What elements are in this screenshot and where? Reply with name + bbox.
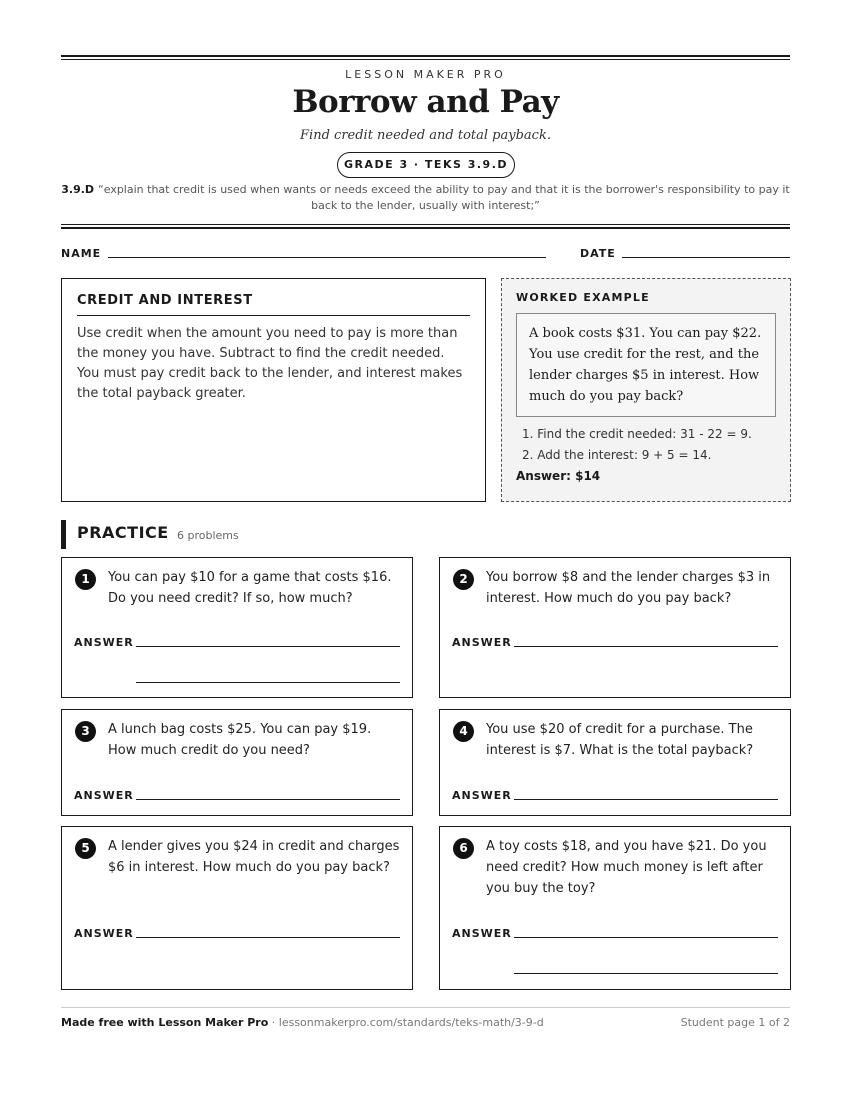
- answer-line[interactable]: [136, 799, 400, 800]
- answer-line[interactable]: [514, 799, 778, 800]
- footer-rule: [61, 1007, 790, 1008]
- date-field[interactable]: [622, 257, 790, 258]
- standard-text: “explain that credit is used when wants or needs exceed the ability to pay and that it is the borrower's responsibility to pay it back to the lender, usually with interest;”: [98, 183, 790, 212]
- problem-number: 6: [453, 838, 474, 859]
- page-title: Borrow and Pay: [292, 84, 559, 120]
- problem-question: You use $20 of credit for a purchase. The interest is $7. What is the total payback?: [486, 722, 754, 758]
- worked-example-step: 1. Find the credit needed: 31 - 22 = 9.: [522, 427, 752, 441]
- problem-card: [439, 709, 791, 816]
- header-rule-top: [61, 55, 790, 57]
- credit-interest-panel: [61, 278, 486, 502]
- credit-interest-body: Use credit when the amount you need to pay is more than the money you have. Subtract to find the credit needed. You must pay credit back to the lender, and interest makes the total payback greater.: [77, 326, 463, 401]
- header-rule-bottom-thin: [61, 224, 790, 225]
- credit-interest-heading: CREDIT AND INTEREST: [77, 293, 470, 316]
- problem-number: 3: [75, 721, 96, 742]
- standard-code: 3.9.D: [61, 183, 95, 196]
- problem-question: A toy costs $18, and you have $21. Do you need credit? How much money is left after you buy the toy?: [486, 839, 767, 896]
- name-label: NAME: [61, 247, 102, 260]
- problem-card: [61, 826, 413, 990]
- answer-label: ANSWER: [74, 927, 134, 940]
- practice-heading: PRACTICE: [77, 523, 169, 542]
- answer-line[interactable]: [136, 646, 400, 647]
- page-subtitle: Find credit needed and total payback.: [300, 128, 551, 143]
- answer-line[interactable]: [136, 937, 400, 938]
- problem-question: You borrow $8 and the lender charges $3 in interest. How much do you pay back?: [486, 570, 771, 606]
- header-rule-top-thin: [61, 59, 790, 60]
- answer-label: ANSWER: [74, 636, 134, 649]
- footer-page-label: Student page 1 of 2: [680, 1016, 790, 1029]
- answer-label: ANSWER: [452, 927, 512, 940]
- footer-made-with: Made free with Lesson Maker Pro: [61, 1016, 269, 1029]
- problem-question: A lender gives you $24 in credit and charges $6 in interest. How much do you pay back?: [108, 839, 400, 875]
- brand-label: LESSON MAKER PRO: [345, 68, 506, 81]
- answer-label: ANSWER: [452, 636, 512, 649]
- problem-number: 5: [75, 838, 96, 859]
- worked-example-panel: [501, 278, 791, 502]
- header-rule-bottom: [61, 227, 790, 229]
- worked-example-question: A book costs $31. You can pay $22. You use credit for the rest, and the lender charges $5 in interest. How much do you pay back?: [516, 313, 776, 417]
- footer-credit: [61, 1016, 544, 1029]
- problem-number: 2: [453, 569, 474, 590]
- answer-line[interactable]: [136, 682, 400, 683]
- problem-card: [61, 557, 413, 698]
- answer-line[interactable]: [514, 973, 778, 974]
- worked-example-step: 2. Add the interest: 9 + 5 = 14.: [522, 448, 712, 462]
- practice-accent-bar: [61, 520, 66, 549]
- date-label: DATE: [580, 247, 616, 260]
- standard-statement: [61, 182, 790, 214]
- name-field[interactable]: [108, 257, 546, 258]
- worked-example-answer: Answer: $14: [516, 469, 601, 483]
- problem-number: 4: [453, 721, 474, 742]
- practice-count: 6 problems: [177, 529, 239, 542]
- footer-url[interactable]: · lessonmakerpro.com/standards/teks-math/3-9-d: [268, 1016, 544, 1029]
- answer-line[interactable]: [514, 646, 778, 647]
- worked-example-heading: WORKED EXAMPLE: [516, 291, 650, 304]
- problem-question: You can pay $10 for a game that costs $16. Do you need credit? If so, how much?: [108, 570, 392, 606]
- problem-card: [439, 557, 791, 698]
- answer-label: ANSWER: [74, 789, 134, 802]
- problem-question: A lunch bag costs $25. You can pay $19. How much credit do you need?: [108, 722, 372, 758]
- answer-line[interactable]: [514, 937, 778, 938]
- problem-card: [61, 709, 413, 816]
- worked-example-steps: [516, 424, 776, 466]
- problem-number: 1: [75, 569, 96, 590]
- grade-badge: GRADE 3 · TEKS 3.9.D: [337, 152, 515, 178]
- answer-label: ANSWER: [452, 789, 512, 802]
- problem-card: [439, 826, 791, 990]
